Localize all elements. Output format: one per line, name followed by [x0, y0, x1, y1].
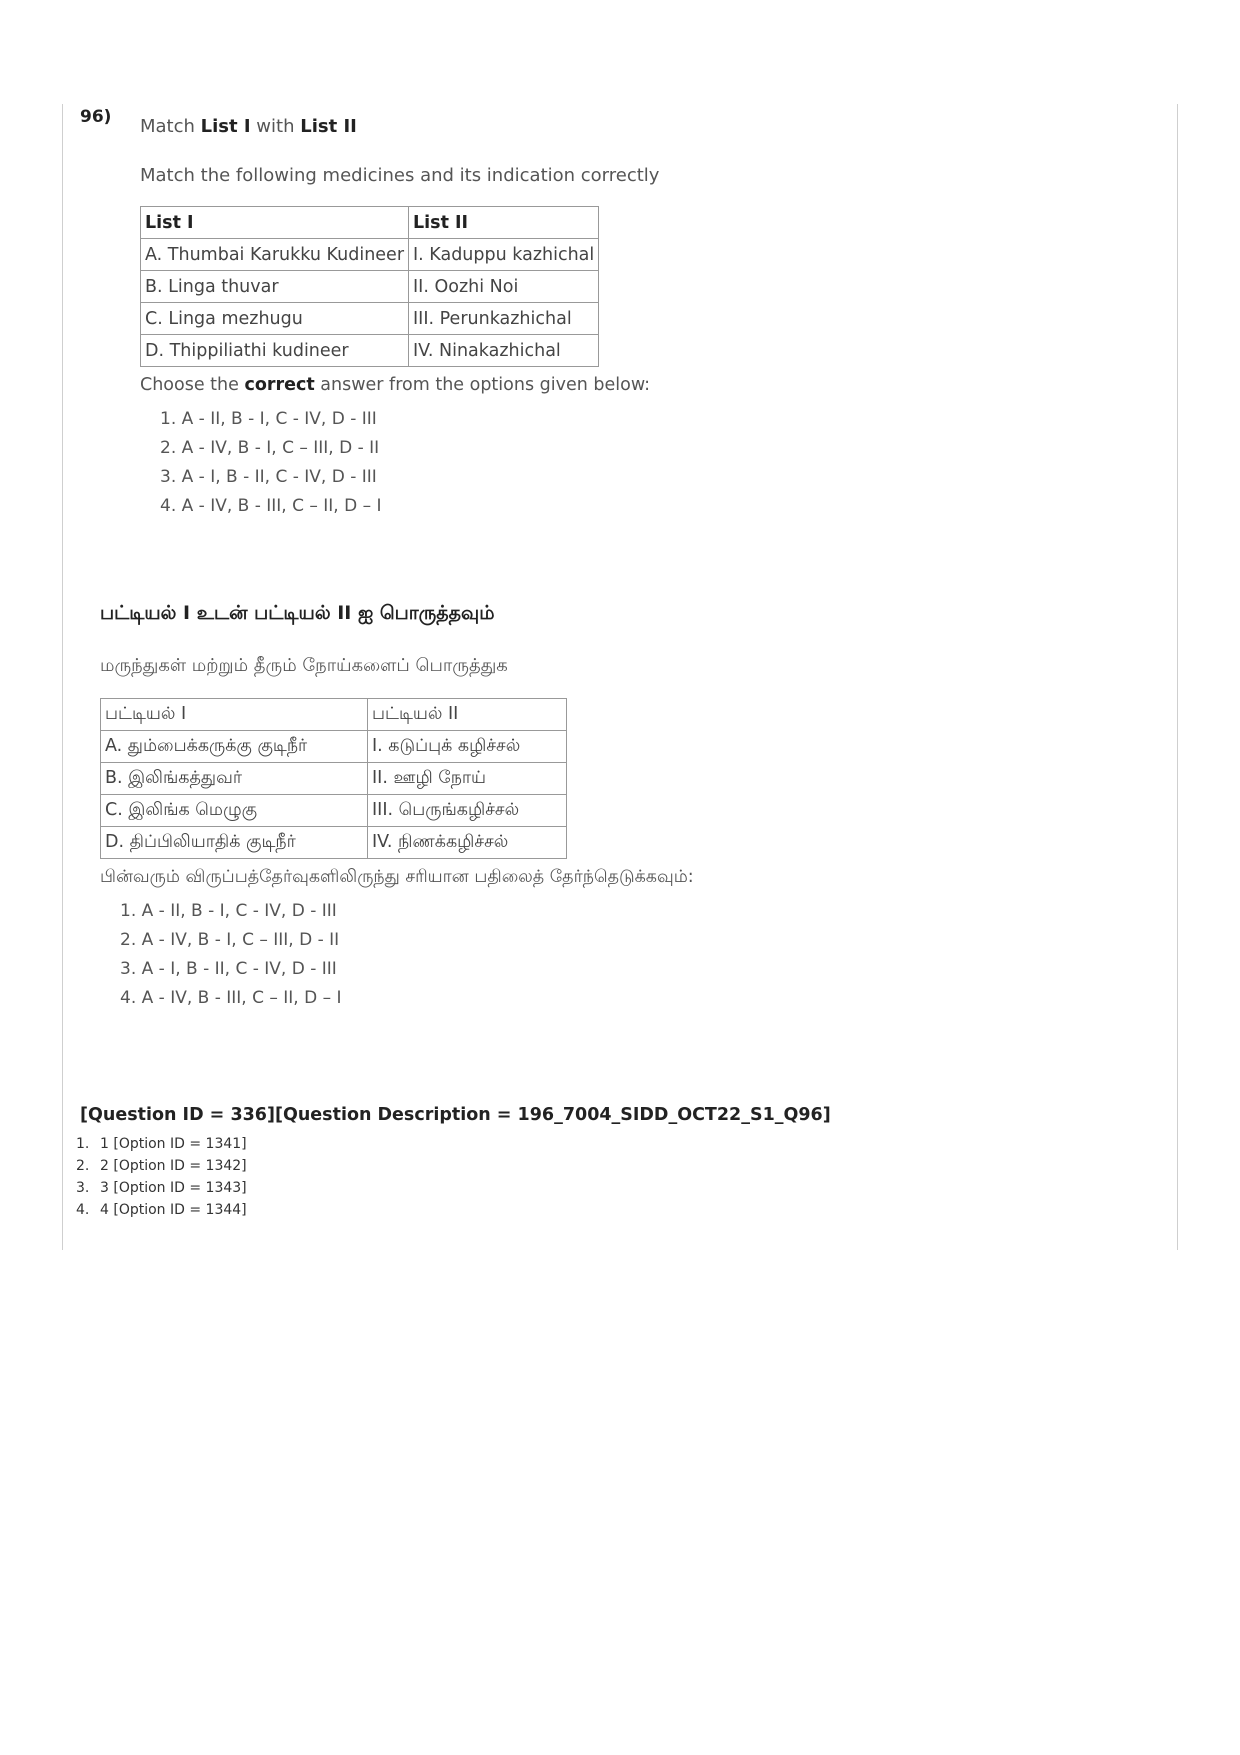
english-subheading: Match the following medicines and its indication correctly — [140, 165, 660, 186]
table-cell: II. Oozhi Noi — [409, 271, 599, 303]
list-item — [76, 1155, 247, 1177]
option-text: 1 [Option ID = 1341] — [100, 1136, 247, 1152]
english-match-table — [140, 206, 599, 367]
table-row — [101, 795, 567, 827]
tamil-section — [100, 602, 700, 1013]
table-cell: D. திப்பிலியாதிக் குடிநீர் — [101, 827, 368, 859]
option-number: 1. — [76, 1136, 90, 1152]
table-row — [101, 731, 567, 763]
table-row — [101, 763, 567, 795]
table-cell: II. ஊழி நோய் — [368, 763, 567, 795]
tamil-match-table — [100, 698, 567, 859]
table-cell: I. Kaduppu kazhichal — [409, 239, 599, 271]
choose-suffix: answer from the options given below: — [314, 375, 651, 395]
table-cell: C. Linga mezhugu — [141, 303, 409, 335]
table-row — [101, 827, 567, 859]
table-header-row — [101, 699, 567, 731]
list-item: 3. A - I, B - II, C - IV, D - III — [160, 467, 377, 487]
heading-list1: List I — [200, 116, 251, 137]
list-item: 3. A - I, B - II, C - IV, D - III — [120, 959, 337, 979]
table-header-cell: List II — [409, 207, 599, 239]
table-header-cell: List I — [141, 207, 409, 239]
table-header-cell: பட்டியல் I — [101, 699, 368, 731]
heading-list2: List II — [300, 116, 357, 137]
table-cell: I. கடுப்புக் கழிச்சல் — [368, 731, 567, 763]
option-text: 2 [Option ID = 1342] — [100, 1158, 247, 1174]
table-cell: III. பெருங்கழிச்சல் — [368, 795, 567, 827]
english-heading — [140, 116, 659, 137]
question-number: 96) — [80, 107, 112, 127]
table-cell: A. Thumbai Karukku Kudineer — [141, 239, 409, 271]
tamil-heading: பட்டியல் I உடன் பட்டியல் II ஐ பொருத்தவும் — [100, 602, 495, 624]
table-cell: B. Linga thuvar — [141, 271, 409, 303]
option-text: 3 [Option ID = 1343] — [100, 1180, 247, 1196]
option-number: 2. — [76, 1158, 90, 1174]
list-item — [76, 1199, 247, 1221]
option-number: 3. — [76, 1180, 90, 1196]
tamil-choose-instruction: பின்வரும் விருப்பத்தேர்வுகளிலிருந்து சரியான பதிலைத் தேர்ந்தெடுக்கவும்: — [100, 867, 694, 887]
table-row — [141, 271, 599, 303]
heading-mid: with — [250, 116, 301, 137]
question-meta: [Question ID = 336][Question Description = 196_7004_SIDD_OCT22_S1_Q96] — [80, 1105, 831, 1125]
option-text: 4 [Option ID = 1344] — [100, 1202, 247, 1218]
table-row — [141, 239, 599, 271]
table-cell: A. தும்பைக்கருக்கு குடிநீர் — [101, 731, 368, 763]
table-cell: D. Thippiliathi kudineer — [141, 335, 409, 367]
list-item: 2. A - IV, B - I, C – III, D - II — [120, 930, 340, 950]
option-id-list — [76, 1133, 247, 1221]
table-row — [141, 335, 599, 367]
list-item — [76, 1177, 247, 1199]
table-header-cell: பட்டியல் II — [368, 699, 567, 731]
option-number: 4. — [76, 1202, 90, 1218]
heading-prefix: Match — [140, 116, 201, 137]
choose-bold: correct — [244, 375, 315, 395]
table-cell: III. Perunkazhichal — [409, 303, 599, 335]
english-options-list — [160, 405, 659, 521]
list-item: 1. A - II, B - I, C - IV, D - III — [120, 901, 337, 921]
list-item: 1. A - II, B - I, C - IV, D - III — [160, 409, 377, 429]
tamil-options-list — [120, 897, 700, 1013]
english-choose-instruction — [140, 371, 659, 399]
table-cell: IV. நிணக்கழிச்சல் — [368, 827, 567, 859]
list-item: 2. A - IV, B - I, C – III, D - II — [160, 438, 380, 458]
tamil-subheading: மருந்துகள் மற்றும் தீரும் நோய்களைப் பொருத்துக — [100, 655, 508, 676]
table-cell: C. இலிங்க மெழுகு — [101, 795, 368, 827]
list-item — [76, 1133, 247, 1155]
table-cell: IV. Ninakazhichal — [409, 335, 599, 367]
table-header-row — [141, 207, 599, 239]
table-cell: B. இலிங்கத்துவர் — [101, 763, 368, 795]
list-item: 4. A - IV, B - III, C – II, D – I — [120, 988, 342, 1008]
table-row — [141, 303, 599, 335]
list-item: 4. A - IV, B - III, C – II, D – I — [160, 496, 382, 516]
english-section — [140, 116, 659, 521]
choose-prefix: Choose the — [140, 375, 245, 395]
